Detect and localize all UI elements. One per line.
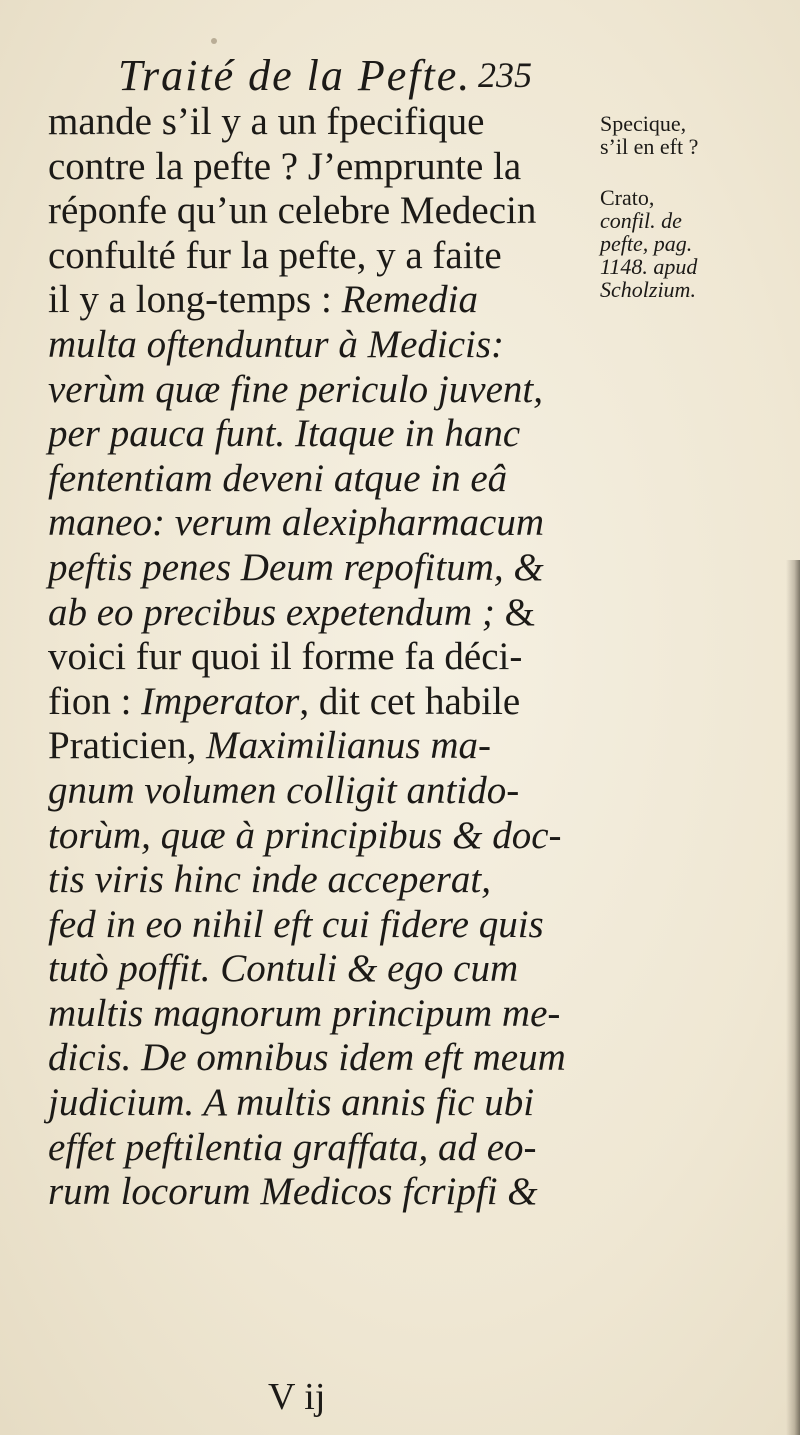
text-line bbox=[48, 100, 588, 145]
running-head bbox=[118, 50, 608, 104]
text-run: & bbox=[504, 590, 535, 634]
italic-text-run: tutò poffit. Contuli & ego cum bbox=[48, 947, 519, 991]
italic-text-run: Remedia bbox=[341, 278, 479, 322]
text-line bbox=[48, 368, 588, 413]
italic-text-run: gnum volumen colligit antido- bbox=[48, 768, 520, 812]
italic-text-run: Maximilianus ma- bbox=[206, 724, 492, 768]
text-line bbox=[48, 189, 588, 234]
italic-text-run: per pauca funt. Itaque in hanc bbox=[48, 412, 521, 456]
text-line bbox=[48, 278, 588, 323]
italic-text-run: multa oftenduntur à Medicis: bbox=[48, 322, 505, 366]
italic-text-run: fed in eo nihil eft cui fidere quis bbox=[48, 902, 544, 946]
text-line bbox=[48, 501, 588, 546]
text-run: voici fur quoi il forme fa déci- bbox=[48, 635, 523, 679]
italic-text-run: peftis penes Deum repofitum, & bbox=[48, 545, 544, 589]
signature-mark: V ij bbox=[268, 1376, 326, 1418]
italic-text-run: tis viris hinc inde acceperat, bbox=[48, 858, 491, 902]
margin-note-line: Specique, bbox=[600, 111, 687, 136]
text-line bbox=[48, 947, 588, 992]
text-run: réponfe qu’un celebre Medecin bbox=[48, 189, 537, 233]
text-line bbox=[48, 1126, 588, 1171]
text-line bbox=[48, 323, 588, 368]
italic-text-run: multis magnorum principum me- bbox=[48, 991, 561, 1035]
text-line bbox=[48, 903, 588, 948]
margin-note-line: s’il en eft ? bbox=[600, 134, 699, 159]
text-line bbox=[48, 635, 588, 680]
text-run: Praticien, bbox=[48, 724, 207, 768]
page-edge-shadow bbox=[786, 560, 800, 1435]
italic-text-run: dicis. De omnibus idem eft meum bbox=[48, 1036, 566, 1080]
running-head-title: Traité de la Pefte. bbox=[118, 51, 472, 100]
text-line bbox=[48, 234, 588, 279]
text-line bbox=[48, 412, 588, 457]
margin-note-line: Scholzium. bbox=[600, 277, 696, 302]
italic-text-run: rum locorum Medicos fcripfi & bbox=[48, 1170, 538, 1214]
body-text bbox=[48, 100, 588, 1215]
text-run: fion : bbox=[48, 679, 142, 723]
margin-note-line: pefte, pag. bbox=[600, 231, 693, 256]
text-line bbox=[48, 145, 588, 190]
text-line bbox=[48, 724, 588, 769]
text-line bbox=[48, 992, 588, 1037]
text-line bbox=[48, 680, 588, 725]
text-run: , dit cet habile bbox=[299, 679, 521, 723]
page-number: 235 bbox=[478, 55, 532, 95]
italic-text-run: maneo: verum alexipharmacum bbox=[48, 501, 545, 545]
text-run: confulté fur la pefte, y a faite bbox=[48, 233, 502, 277]
italic-text-run: effet peftilentia graffata, ad eo- bbox=[48, 1125, 537, 1169]
text-line bbox=[48, 1170, 588, 1215]
italic-text-run: Imperator bbox=[141, 679, 300, 723]
italic-text-run: verùm quæ fine periculo juvent, bbox=[48, 367, 543, 411]
text-run: contre la pefte ? J’emprunte la bbox=[48, 144, 522, 188]
text-line bbox=[48, 457, 588, 502]
text-line bbox=[48, 591, 588, 636]
italic-text-run: judicium. A multis annis fic ubi bbox=[48, 1081, 535, 1125]
ink-dot bbox=[211, 38, 217, 44]
text-line bbox=[48, 1036, 588, 1081]
text-line bbox=[48, 858, 588, 903]
margin-notes bbox=[600, 112, 790, 301]
text-line bbox=[48, 769, 588, 814]
italic-text-run: torùm, quæ à principibus & doc- bbox=[48, 813, 562, 857]
text-line bbox=[48, 814, 588, 859]
text-line bbox=[48, 1081, 588, 1126]
margin-note-line: confil. de bbox=[600, 208, 682, 233]
italic-text-run: ab eo precibus expetendum ; bbox=[48, 590, 505, 634]
italic-text-run: fententiam deveni atque in eâ bbox=[48, 456, 508, 500]
margin-note-line: Crato, bbox=[600, 185, 655, 210]
text-run: il y a long-temps : bbox=[48, 278, 342, 322]
margin-note-line: 1148. apud bbox=[600, 254, 698, 279]
text-run: mande s’il y a un fpecifique bbox=[48, 100, 485, 143]
text-line bbox=[48, 546, 588, 591]
